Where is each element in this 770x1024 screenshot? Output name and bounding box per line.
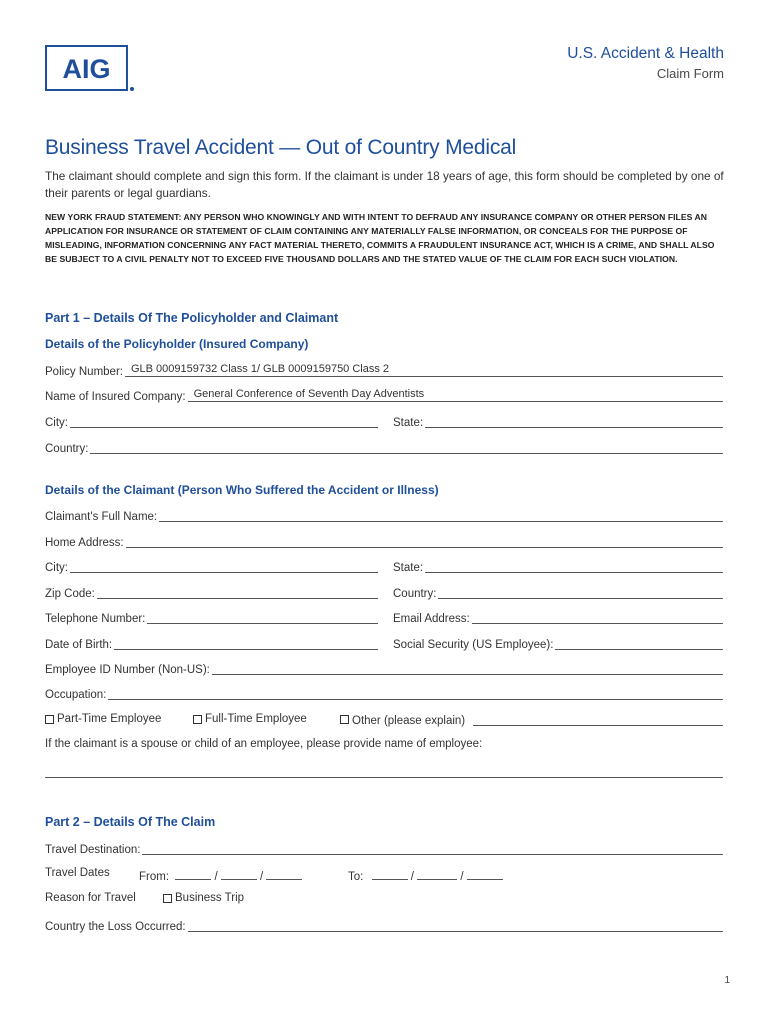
telephone-line[interactable] [147, 609, 378, 624]
policyholder-country-label: Country: [45, 443, 89, 455]
travel-dates-label: Travel Dates [45, 867, 110, 879]
claimant-city-label: City: [45, 562, 68, 574]
part2-heading: Part 2 – Details Of The Claim [45, 815, 216, 829]
from-date-group[interactable] [139, 867, 302, 883]
policyholder-country-line[interactable] [90, 439, 723, 454]
from-sep-1: / [214, 871, 218, 883]
to-year-blank[interactable] [467, 867, 503, 880]
policyholder-state-label: State: [393, 417, 424, 429]
claimant-country-label: Country: [393, 588, 437, 600]
business-trip-label: Business Trip [175, 892, 245, 904]
policyholder-city-field[interactable] [45, 412, 378, 430]
from-sep-2: / [260, 871, 264, 883]
occupation-label: Occupation: [45, 689, 107, 701]
ssn-line[interactable] [555, 635, 723, 650]
country-loss-line[interactable] [188, 917, 723, 932]
zip-code-field[interactable] [45, 583, 378, 601]
other-option[interactable] [340, 710, 723, 728]
travel-destination-field[interactable] [45, 839, 723, 857]
home-address-line[interactable] [126, 533, 723, 548]
other-explain-line[interactable] [473, 711, 723, 726]
insured-company-line[interactable] [188, 387, 723, 402]
employee-id-line[interactable] [212, 660, 723, 675]
to-month-blank[interactable] [372, 867, 408, 880]
to-sep-1: / [410, 871, 414, 883]
telephone-field[interactable] [45, 608, 378, 626]
employee-name-line[interactable] [45, 763, 723, 778]
travel-destination-label: Travel Destination: [45, 844, 141, 856]
ssn-label: Social Security (US Employee): [393, 639, 554, 651]
ssn-field[interactable] [393, 634, 723, 652]
dob-label: Date of Birth: [45, 639, 113, 651]
claimant-heading: Details of the Claimant (Person Who Suffered the Accident or Illness) [45, 483, 439, 497]
from-month-blank[interactable] [175, 867, 211, 880]
policy-number-field[interactable] [45, 361, 723, 379]
email-line[interactable] [472, 609, 723, 624]
insured-company-field[interactable] [45, 386, 723, 404]
business-trip-option[interactable] [163, 892, 244, 904]
country-loss-field[interactable] [45, 916, 723, 934]
travel-destination-line[interactable] [142, 840, 723, 855]
dob-line[interactable] [114, 635, 378, 650]
claimant-country-field[interactable] [393, 583, 723, 601]
policyholder-state-line[interactable] [425, 413, 723, 428]
to-sep-2: / [460, 871, 464, 883]
part-time-label: Part-Time Employee [57, 713, 162, 725]
full-time-checkbox[interactable] [193, 715, 202, 724]
policyholder-heading: Details of the Policyholder (Insured Company) [45, 337, 309, 351]
to-label: To: [348, 871, 364, 883]
zip-code-label: Zip Code: [45, 588, 95, 600]
page-number: 1 [724, 975, 730, 986]
document-title: Business Travel Accident — Out of Country Medical [45, 136, 517, 159]
telephone-label: Telephone Number: [45, 613, 146, 625]
email-label: Email Address: [393, 613, 470, 625]
header-title: U.S. Accident & Health [567, 45, 724, 62]
full-time-label: Full-Time Employee [205, 713, 307, 725]
claimant-name-field[interactable] [45, 506, 723, 524]
other-checkbox[interactable] [340, 715, 349, 724]
claimant-state-field[interactable] [393, 557, 723, 575]
from-year-blank[interactable] [266, 867, 302, 880]
employee-name-field[interactable] [45, 762, 723, 780]
part1-heading: Part 1 – Details Of The Policyholder and Claimant [45, 311, 339, 325]
claimant-state-line[interactable] [425, 558, 723, 573]
zip-code-line[interactable] [97, 584, 378, 599]
claimant-name-line[interactable] [159, 507, 723, 522]
part-time-checkbox[interactable] [45, 715, 54, 724]
claimant-city-line[interactable] [70, 558, 378, 573]
header-right [567, 44, 724, 84]
policyholder-city-label: City: [45, 417, 68, 429]
policyholder-country-field[interactable] [45, 438, 723, 456]
claimant-city-field[interactable] [45, 557, 378, 575]
policy-number-line[interactable] [125, 362, 723, 377]
part-time-option[interactable] [45, 713, 161, 725]
to-day-blank[interactable] [417, 867, 457, 880]
svg-text:AIG: AIG [62, 54, 111, 84]
occupation-field[interactable] [45, 684, 723, 702]
reason-travel-label: Reason for Travel [45, 892, 136, 904]
intro-text: The claimant should complete and sign this form. If the claimant is under 18 years of age, this form should be completed by one of their parents or legal guardians. [45, 169, 724, 200]
insured-company-value: General Conference of Seventh Day Adventists [193, 388, 425, 400]
insured-company-label: Name of Insured Company: [45, 391, 186, 403]
fraud-statement: NEW YORK FRAUD STATEMENT: ANY PERSON WHO KNOWINGLY AND WITH INTENT TO DEFRAUD ANY INSURANCE COMPANY OR OTHER PERSON FILES AN APPLICATION FOR INSURANCE OR STATEMENT OF CLAIM CONTAINING ANY MATERIALLY FALSE INFORMATION, OR CONCEALS FOR THE PURPOSE OF MISLEADING, INFORMATION CONCERNING ANY FACT MATERIAL THERETO, COMMITS A FRAUDULENT INSURANCE ACT, WHICH IS A CRIME, AND SHALL ALSO BE SUBJECT TO A CIVIL PENALTY NOT TO EXCEED FIVE THOUSAND DOLLARS AND THE STATED VALUE OF THE CLAIM FOR EACH SUCH VIOLATION. [45, 212, 715, 264]
policy-number-label: Policy Number: [45, 366, 123, 378]
policy-number-value: GLB 0009159732 Class 1/ GLB 0009159750 Class 2 [130, 363, 390, 375]
policyholder-city-line[interactable] [70, 413, 378, 428]
spouse-child-note: If the claimant is a spouse or child of an employee, please provide name of employee: [45, 738, 483, 750]
other-label: Other (please explain) [352, 715, 466, 727]
full-time-option[interactable] [193, 713, 307, 725]
business-trip-checkbox[interactable] [163, 894, 172, 903]
header-subtitle: Claim Form [656, 66, 724, 81]
from-label: From: [139, 871, 170, 883]
dob-field[interactable] [45, 634, 378, 652]
occupation-line[interactable] [108, 685, 723, 700]
claimant-state-label: State: [393, 562, 424, 574]
email-field[interactable] [393, 608, 723, 626]
claimant-country-line[interactable] [438, 584, 723, 599]
from-day-blank[interactable] [221, 867, 257, 880]
employee-id-field[interactable] [45, 659, 723, 677]
country-loss-label: Country the Loss Occurred: [45, 921, 186, 933]
employee-id-label: Employee ID Number (Non-US): [45, 664, 210, 676]
home-address-label: Home Address: [45, 537, 124, 549]
aig-logo [45, 45, 128, 91]
claimant-name-label: Claimant's Full Name: [45, 511, 158, 523]
to-date-group[interactable] [348, 867, 503, 883]
policyholder-state-field[interactable] [393, 412, 723, 430]
home-address-field[interactable] [45, 532, 723, 550]
